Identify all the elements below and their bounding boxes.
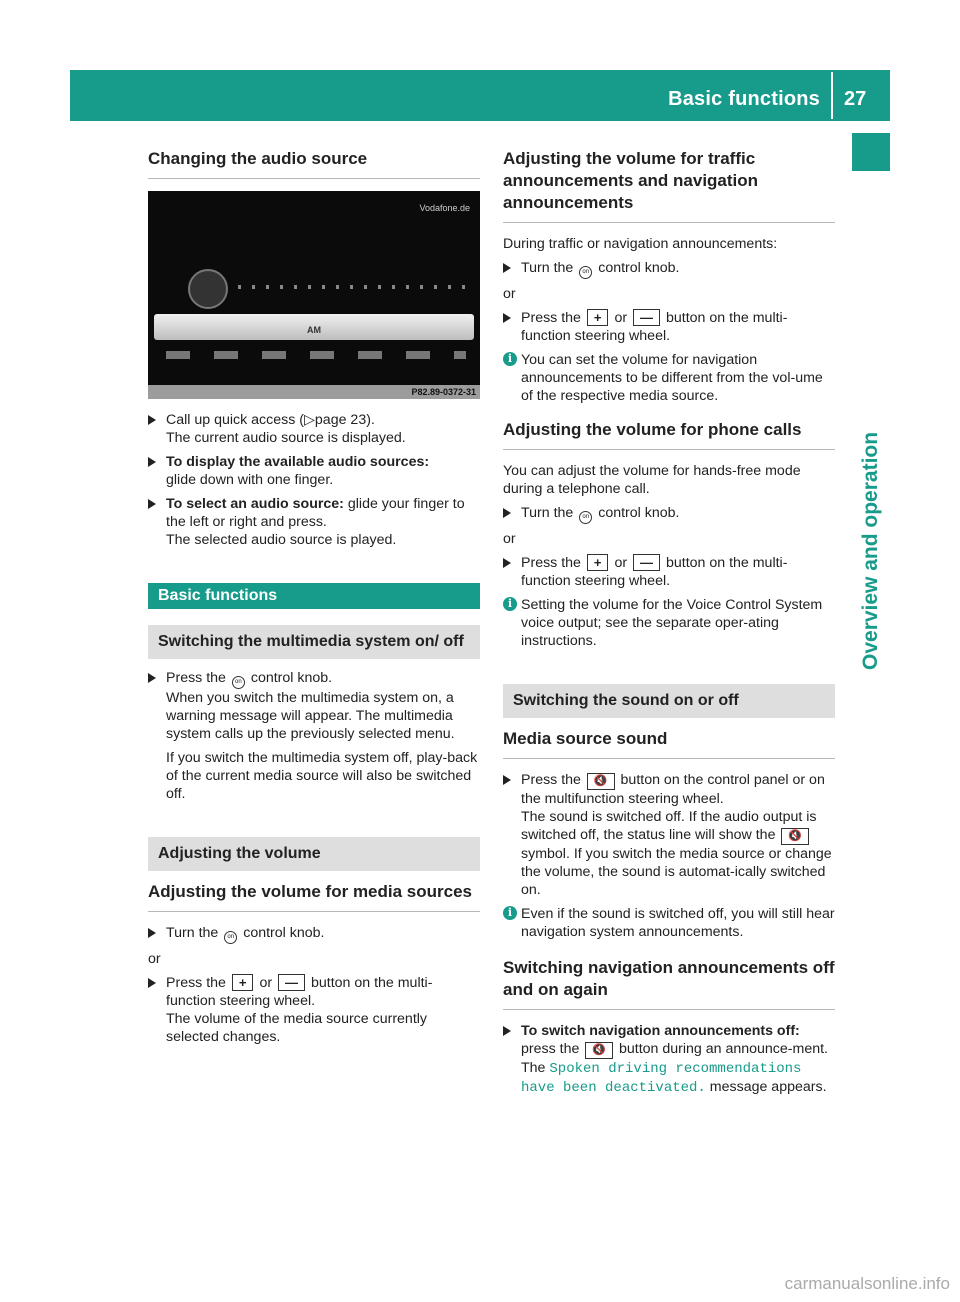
step-text: button on the multi-function steering wheel. [521,555,788,589]
screenshot-source-bar [154,314,474,340]
step-arrow-icon [148,415,156,425]
screenshot-station-scale [238,285,468,289]
heading-media-sound: Media source sound [503,729,668,748]
step-display-sources [148,453,480,489]
mute-button-icon: 🔇 [587,773,615,790]
step-text: or [614,310,628,326]
screenshot-source-icon [188,269,228,309]
step-press-control-knob [148,669,480,803]
step-result: If you switch the multimedia system off, play-back of the current media source will also be switched off. [166,750,478,802]
step-arrow-icon [503,558,511,568]
phone-intro: You can adjust the volume for hands-free mode during a telephone call. [503,463,801,497]
band-basic-functions: Basic functions [148,583,480,609]
step-text: Press the [521,555,581,571]
or-text: or [148,951,161,967]
heading-traffic-volume: Adjusting the volume for traffic announcements and navigation announcements [503,149,759,212]
screenshot-menu-row [166,351,466,359]
info-text: Even if the sound is switched off, you will still hear navigation system announcements. [521,906,835,940]
audio-source-screenshot [148,191,480,399]
step-result: message appears. [709,1079,827,1095]
screenshot-code: P82.89-0372-31 [148,385,480,399]
screenshot-status-text: Vodafone.de [419,203,470,213]
step-press-mute [503,771,835,899]
step-press-volume-buttons [503,309,835,345]
info-text: Setting the volume for the Voice Control System voice output; see the separate oper-ating instructions. [521,597,823,649]
mute-symbol-icon: 🔇 [781,828,809,845]
info-text: You can set the volume for navigation announcements to be different from the vol-ume of the respective media source. [521,352,823,404]
step-press-volume-buttons [148,974,480,1046]
step-text: Press the [166,670,226,686]
step-result: The volume of the media source currently selected changes. [166,1011,428,1045]
or-text: or [503,531,516,547]
section-title: Basic functions [668,88,820,110]
step-text: Turn the [521,260,574,276]
step-turn-knob [148,924,480,944]
minus-button-icon: — [633,309,660,326]
header-divider [831,72,833,119]
heading-phone-volume: Adjusting the volume for phone calls [503,420,802,439]
step-text: or [259,975,273,991]
minus-button-icon: — [278,974,305,991]
page-number: 27 [844,88,867,110]
step-text: glide your finger to the left or right and press. [166,496,465,530]
divider [503,222,835,223]
step-text: The [521,1060,546,1076]
control-knob-icon: on [579,266,592,279]
plus-button-icon: + [587,554,609,571]
control-knob-icon: on [232,676,245,689]
watermark: carmanualsonline.info [784,1274,950,1293]
traffic-intro: During traffic or navigation announcements: [503,236,778,252]
info-icon: i [503,352,517,366]
band-switching-multimedia: Switching the multimedia system on/ off [148,625,480,659]
control-knob-icon: on [224,931,237,944]
step-label: To display the available audio sources: [166,454,430,470]
step-arrow-icon [503,313,511,323]
or-text: or [503,286,516,302]
page-ref-icon: ▷ [304,412,315,428]
step-call-quick-access [148,411,480,447]
step-result: The selected audio source is played. [166,532,397,548]
step-text: button on the multi-function steering wheel. [521,310,788,344]
side-chapter-title: Overview and operation [859,431,882,670]
step-arrow-icon [503,263,511,273]
step-arrow-icon [148,928,156,938]
step-text: control knob. [250,670,333,686]
plus-button-icon: + [587,309,609,326]
step-switch-nav-off [503,1022,835,1097]
info-note [503,351,835,405]
step-result: symbol. If you switch the media source or change the volume, the sound is automat-ically switched on. [521,846,832,898]
divider [503,758,835,759]
info-icon: i [503,906,517,920]
step-turn-knob [503,259,835,279]
divider [503,449,835,450]
step-text: Turn the [166,925,219,941]
step-arrow-icon [148,673,156,683]
step-text: Press the [166,975,226,991]
display-message: Spoken driving recommendations have been deactivated. [521,1061,802,1096]
step-press-volume-buttons [503,554,835,590]
heading-media-volume: Adjusting the volume for media sources [148,882,473,901]
step-text: Turn the [521,505,574,521]
heading-changing-audio-source: Changing the audio source [148,149,368,168]
step-text: Press the [521,772,581,788]
step-arrow-icon [148,499,156,509]
divider [148,911,480,912]
step-label: To switch navigation announcements off: [521,1023,800,1039]
step-text: button on the multi-function steering wheel. [166,975,433,1009]
step-text: or [614,555,628,571]
step-result: When you switch the multimedia system on, a warning message will appear. The multimedia system calls up the previously selected menu. [166,690,455,742]
step-text: control knob. [598,505,680,521]
info-note [503,596,835,650]
step-text: Press the [521,310,581,326]
step-result: The sound is switched off. If the audio output is switched off, the status line will show the [521,809,817,843]
right-column [503,148,835,1103]
step-arrow-icon [503,1026,511,1036]
divider [503,1009,835,1010]
step-select-source [148,495,480,549]
heading-nav-announcements: Switching navigation announcements off and on again [503,958,835,999]
step-text: control knob. [243,925,325,941]
step-text: glide down with one finger. [166,472,334,488]
step-label: To select an audio source: [166,496,344,512]
divider [148,178,480,179]
step-arrow-icon [503,508,511,518]
left-column [148,148,480,1052]
step-text: Call up quick access ( [166,412,304,428]
info-icon: i [503,597,517,611]
step-text: button during an announce-ment. [618,1041,828,1057]
step-text: press the [521,1041,580,1057]
band-adjusting-volume: Adjusting the volume [148,837,480,871]
step-turn-knob [503,504,835,524]
step-arrow-icon [503,775,511,785]
info-note [503,905,835,941]
control-knob-icon: on [579,511,592,524]
side-tab-block [852,133,890,171]
step-text: control knob. [598,260,680,276]
minus-button-icon: — [633,554,660,571]
screenshot-source-label: AM [307,325,321,335]
band-switching-sound: Switching the sound on or off [503,684,835,718]
step-result: The current audio source is displayed. [166,430,406,446]
step-arrow-icon [148,978,156,988]
plus-button-icon: + [232,974,254,991]
mute-button-icon: 🔇 [585,1042,613,1059]
step-text: button on the control panel or on the multifunction steering wheel. [521,772,825,807]
page-ref-link[interactable]: page 23). [314,412,375,428]
step-arrow-icon [148,457,156,467]
